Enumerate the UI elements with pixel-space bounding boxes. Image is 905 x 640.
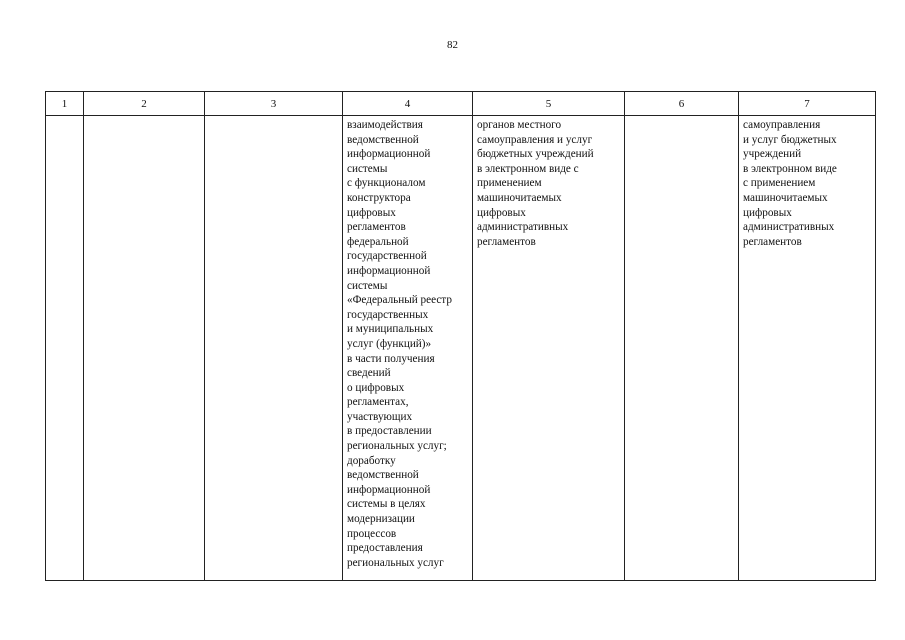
table-cell-col-1 [46,116,84,581]
table-header-row [46,92,876,116]
table-cell-col-2 [84,116,205,581]
table-cell-col-3 [205,116,343,581]
cell-text-col-4: взаимодействия ведомственной информационной системы с функционалом конструктора цифровых регламентов федеральной государственной информационной системы «Федеральный реестр государственных и муниципальных услуг (функций)» в части получения сведений о цифровых регламентах, участвующих в предоставлении региональных услуг; доработку ведомственной информационной системы в целях модернизации процессов предоставления региональных услуг [347,119,452,569]
column-header-2: 2 [84,92,205,116]
column-header-1: 1 [46,92,84,116]
cell-text-col-6 [625,116,738,118]
cell-text-col-7: самоуправления и услуг бюджетных учреждений в электронном виде с применением машиночитаемых цифровых административных регламентов [743,119,837,248]
column-header-3: 3 [205,92,343,116]
cell-text-col-3 [205,116,342,118]
column-header-4: 4 [343,92,473,116]
column-header-6: 6 [625,92,739,116]
column-header-7: 7 [739,92,876,116]
table-cell-col-4 [343,116,473,581]
table-cell-col-5 [473,116,625,581]
cell-text-col-1 [46,116,83,118]
table-cell-col-7 [739,116,876,581]
cell-text-col-5: органов местного самоуправления и услуг бюджетных учреждений в электронном виде с применением машиночитаемых цифровых административных регламентов [477,119,594,248]
table-cell-col-6 [625,116,739,581]
cell-text-col-2 [84,116,204,118]
document-table [45,91,876,581]
table-row [46,116,876,581]
page-number: 82 [447,39,458,51]
column-header-5: 5 [473,92,625,116]
